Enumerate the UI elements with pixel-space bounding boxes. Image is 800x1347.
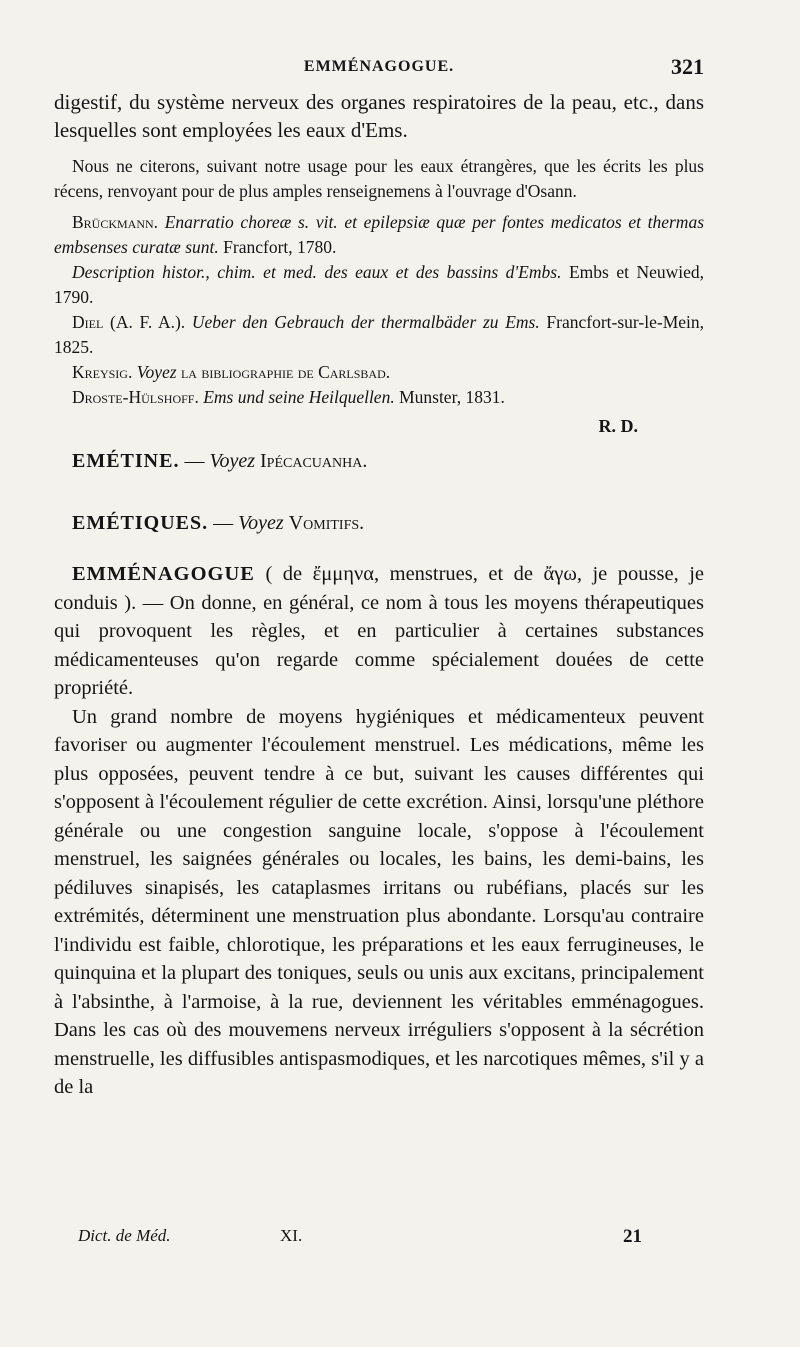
crossref-entry: EMÉTIQUES. — Voyez Vomitifs. bbox=[72, 512, 365, 534]
crossref-entry: EMÉTINE. — Voyez Ipécacuanha. bbox=[72, 450, 368, 472]
page-number: 321 bbox=[671, 54, 704, 79]
entry-headword: EMMÉNAGOGUE bbox=[72, 563, 255, 585]
bibliography-note: Nous ne citerons, suivant notre usage pour les eaux étrangères, que les écrits les plus récens, renvoyant pour de plus amples renseignemens à l'ouvrage d'Osann. bbox=[54, 156, 704, 201]
running-head: EMMÉNAGOGUE. bbox=[303, 58, 455, 75]
bib-entry: Brückmann. Enarratio choreæ s. vit. et epilepsiæ quæ per fontes medicatos et thermas embsenses curatæ sunt. Francfort, 1780. bbox=[54, 212, 705, 257]
intro-continuation: digestif, du système nerveux des organes respiratoires de la peau, etc., dans lesquelles sont employées les eaux d'Ems. bbox=[54, 90, 704, 142]
entry-paragraph: Un grand nombre de moyens hygiéniques et médicamenteux peuvent favoriser ou augmenter l'écoulement menstruel. Les médications, même les plus opposées, peuvent tendre à ce but, suivant les causes différentes qui s'opposent à l'écoulement régulier de cette excrétion. Ainsi, lorsqu'une pléthore générale ou une congestion sanguine locale, s'oppose à l'écoulement menstruel, les saignées générales ou locales, les bains, les demi-bains, les pédiluves sinapisés, les cataplasmes irritans ou rubéfians, placés sur les extrémités, déterminent une menstruation plus abondante. Lorsqu'au contraire l'individu est faible, chlorotique, les préparations et les eaux ferrugineuses, le quinquina et la plupart des toniques, seuls ou unis aux excitans, principalement à l'absinthe, à l'armoise, à la rue, deviennent les véritables emménagogues. Dans les cas où des mouvemens nerveux irréguliers s'opposent à la sécrétion menstruelle, les diffusibles antispasmodiques, et les narcotiques mêmes, s'il y a de la bbox=[54, 705, 704, 1098]
entry-definition: EMMÉNAGOGUE ( de ἔμμηνα, menstrues, et de ἄγω, je pousse, je conduis ). — On donne, en général, ce nom à tous les moyens thérapeutiques qui provoquent les règles, et en particulier à certaines substances médicamenteuses qu'on regarde comme spécialement douées de cette propriété. bbox=[54, 563, 704, 699]
bib-entry: Kreysig. Voyez la bibliographie de Carlsbad. bbox=[72, 362, 391, 382]
page-footer bbox=[54, 1226, 704, 1256]
signature-mark: 21 bbox=[623, 1226, 642, 1247]
footer-volume: XI. bbox=[280, 1226, 303, 1245]
bib-entry: Description histor., chim. et med. des eaux et des bassins d'Embs. Embs et Neuwied, 1790. bbox=[54, 262, 704, 307]
bib-entry: Diel (A. F. A.). Ueber den Gebrauch der thermalbäder zu Ems. Francfort-sur-le-Mein, 1825. bbox=[54, 312, 705, 357]
page-body bbox=[54, 88, 704, 1102]
bib-entry: Droste-Hülshoff. Ems und seine Heilquellen. Munster, 1831. bbox=[72, 387, 505, 407]
author-signature: R. D. bbox=[598, 416, 638, 436]
footer-source: Dict. de Méd. bbox=[78, 1226, 171, 1245]
page-header bbox=[54, 54, 704, 88]
